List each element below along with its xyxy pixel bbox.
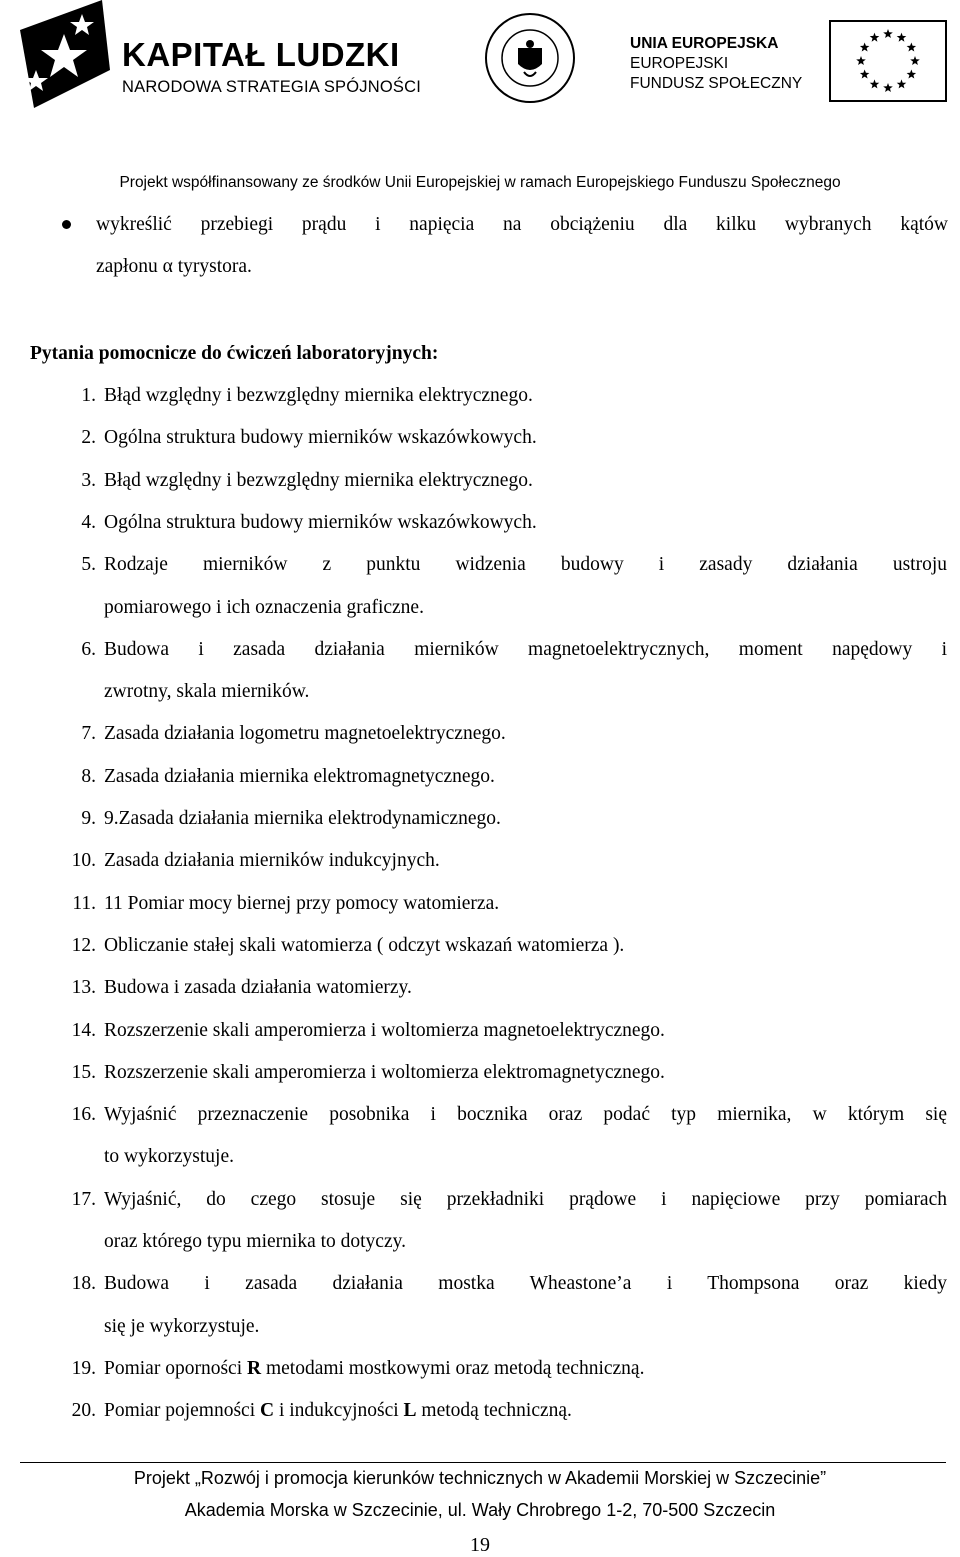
question-number: 15. [71,1061,96,1083]
question-text: Budowa i zasada działania mostka Wheastone’a i Thompsona oraz kiedy [104,1273,947,1295]
kapital-ludzki-title: KAPITAŁ LUDZKI [122,36,400,73]
question-text-part: metodą techniczną. [416,1400,572,1422]
unia-europejska-logo-text [630,34,820,94]
footer-address-line: Akademia Morska w Szczecinie, ul. Wały Chrobrego 1-2, 70-500 Szczecin [184,1500,776,1520]
bullet-line-2: zapłonu α tyrystora. [96,256,252,277]
question-text-part: Pomiar pojemności [104,1400,260,1422]
question-text: zwrotny, skala mierników. [104,681,310,703]
question-text: Zasada działania logometru magnetoelektrycznego. [104,723,506,745]
cofinancing-caption: Projekt współfinansowany ze środków Unii Europejskiej w ramach Europejskiego Funduszu Społecznego [119,174,841,191]
question-text: Wyjaśnić przeznaczenie posobnika i bocznika oraz podać typ miernika, w którym się [104,1104,947,1126]
question-text: 11 Pomiar mocy biernej przy pomocy watomierza. [104,892,500,914]
question-number: 12. [71,934,96,956]
question-number: 6. [81,638,96,660]
eu-flag-icon [829,20,947,102]
fundusz-spoleczny-label: FUNDUSZ SPOŁECZNY [630,75,803,92]
question-text: Budowa i zasada działania mierników magnetoelektrycznych, moment napędowy i [104,638,947,660]
question-text: Zasada działania miernika elektromagnetycznego. [104,765,495,787]
kapital-ludzki-logo [14,0,434,110]
question-number: 16. [71,1104,96,1126]
question-number: 2. [81,427,96,449]
question-text [104,1358,947,1380]
unia-europejska-label: UNIA EUROPEJSKA [630,35,779,52]
question-text-part: Pomiar oporności [104,1357,247,1379]
question-symbol: C [259,1400,275,1422]
question-text: Wyjaśnić, do czego stosuje się przekładniki prądowe i napięciowe przy pomiarach [104,1188,947,1210]
question-text: Budowa i zasada działania watomierzy. [104,977,412,999]
question-text: 9.Zasada działania miernika elektrodynamicznego. [104,808,501,829]
question-number: 5. [81,554,96,576]
kapital-ludzki-star-icon [14,0,114,110]
question-text: to wykorzystuje. [104,1146,234,1168]
question-text-part: i indukcyjności [274,1400,404,1422]
question-number: 7. [81,723,96,745]
question-text: Błąd względny i bezwzględny miernika elektrycznego. [104,469,533,491]
bullet-icon [62,220,71,229]
bullet-line-1: wykreślić przebiegi prądu i napięcia na obciążeniu dla kilku wybranych kątów [96,214,948,235]
eu-flag-logo [829,20,947,102]
question-number: 1. [81,385,96,406]
akademia-morska-seal [484,12,576,104]
question-text: Rodzaje mierników z punktu widzenia budowy i zasady działania ustroju [104,554,947,576]
question-number: 17. [71,1188,96,1210]
question-number: 13. [71,977,96,999]
question-number: 9. [81,808,96,829]
question-text: Zasada działania mierników indukcyjnych. [104,850,440,872]
question-text: Rozszerzenie skali amperomierza i woltomierza elektromagnetycznego. [104,1061,665,1083]
question-number: 14. [71,1019,96,1041]
question-number: 20. [71,1400,96,1422]
question-text: Ogólna struktura budowy mierników wskazówkowych. [104,511,537,533]
question-symbol: L [403,1400,417,1422]
question-text: Obliczanie stałej skali watomierza ( odczyt wskazań watomierza ). [104,934,625,956]
question-number: 18. [71,1273,96,1295]
footer-project-line: Projekt „Rozwój i promocja kierunków technicznych w Akademii Morskiej w Szczecinie” [133,1468,827,1488]
question-number: 19. [71,1357,96,1379]
question-text: oraz którego typu miernika to dotyczy. [104,1231,406,1252]
question-number: 10. [71,850,96,872]
kapital-ludzki-subtitle: NARODOWA STRATEGIA SPÓJNOŚCI [122,78,421,96]
question-symbol: R [246,1357,262,1379]
akademia-morska-seal-icon [484,12,576,104]
question-text: Błąd względny i bezwzględny miernika elektrycznego. [104,385,533,406]
question-text [104,1400,947,1422]
question-number: 3. [81,469,96,491]
question-text: Rozszerzenie skali amperomierza i woltomierza magnetoelektrycznego. [104,1019,665,1041]
question-text-part: metodami mostkowymi oraz metodą techniczną. [261,1357,645,1379]
europejski-label: EUROPEJSKI [630,55,729,72]
section-title: Pytania pomocnicze do ćwiczeń laboratoryjnych: [30,343,439,364]
footer-divider [20,1462,946,1463]
question-text: pomiarowego i ich oznaczenia graficzne. [104,596,424,618]
question-number: 11. [72,892,96,914]
question-text: Ogólna struktura budowy mierników wskazówkowych. [104,427,537,449]
question-text: się je wykorzystuje. [104,1315,260,1337]
question-number: 8. [81,765,96,787]
question-number: 4. [81,511,96,533]
page-number: 19 [470,1534,490,1556]
